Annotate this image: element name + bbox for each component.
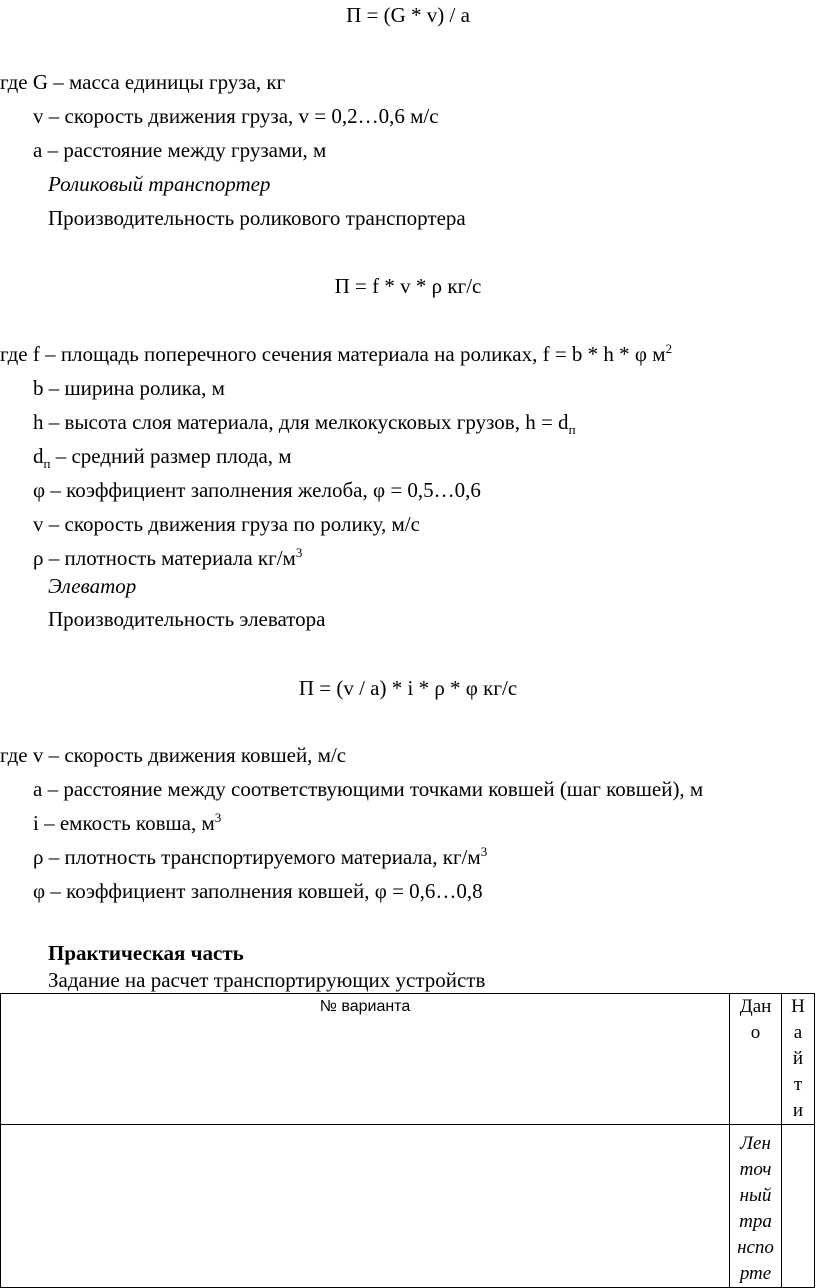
roller-where-rho: ρ – плотность материала $кг/м^3$ bbox=[33, 545, 303, 570]
roller-where-phi: φ – коэффициент заполнения желоба, φ = 0,5…0,6 bbox=[33, 478, 481, 502]
roller-heading: Роликовый транспортер bbox=[48, 172, 271, 196]
table-header-row bbox=[1, 994, 815, 1125]
table-cell-variant bbox=[1, 1125, 730, 1288]
table-cell-find bbox=[782, 1125, 815, 1288]
elevator-where-v: где v – скорость движения ковшей, м/с bbox=[0, 743, 347, 767]
header-nayti: Н а й т и bbox=[782, 994, 815, 1125]
roller-caption: Производительность роликового транспортера bbox=[48, 206, 466, 230]
formula-conveyor: П = (G * v) / a bbox=[346, 3, 470, 27]
where-a: a – расстояние между грузами, м bbox=[33, 138, 327, 162]
elevator-where-phi: φ – коэффициент заполнения ковшей, φ = 0,6…0,8 bbox=[33, 879, 483, 903]
elevator-where-a: a – расстояние между соответствующими точками ковшей (шаг ковшей), м bbox=[33, 777, 704, 801]
formula-roller: П = f * v * ρ кг/с bbox=[334, 274, 482, 298]
variants-table bbox=[0, 993, 815, 1288]
roller-where-d: $d_п$ – средний размер плода, м bbox=[33, 444, 292, 472]
practical-task: Задание на расчет транспортирующих устройств bbox=[48, 968, 486, 992]
where-v: v – скорость движения груза, v = 0,2…0,6 м/с bbox=[33, 104, 439, 128]
practical-title: Практическая часть bbox=[48, 941, 244, 965]
formula-elevator: П = (v / a) * i * ρ * φ кг/с bbox=[298, 676, 518, 700]
elevator-where-rho: ρ – плотность транспортируемого материала, $кг/м^3$ bbox=[33, 844, 488, 869]
roller-where-v: v – скорость движения груза по ролику, м/с bbox=[33, 512, 420, 536]
elevator-heading: Элеватор bbox=[48, 574, 137, 598]
roller-where-f: где f – площадь поперечного сечения материала на роликах, f = b * h * φ $м^2$ bbox=[0, 341, 673, 366]
table-cell-conveyor-type: Лен точ ный тра нспо рте bbox=[730, 1125, 782, 1288]
header-variant: № варианта bbox=[1, 994, 730, 1125]
roller-where-h: h – высота слоя материала, для мелкокусковых грузов, $h = d_п$ bbox=[33, 410, 576, 438]
roller-where-b: b – ширина ролика, м bbox=[33, 376, 225, 400]
elevator-caption: Производительность элеватора bbox=[48, 607, 326, 631]
header-dano: Дан о bbox=[730, 994, 782, 1125]
table-row bbox=[1, 1125, 815, 1288]
elevator-where-i: i – емкость ковша, $м^3$ bbox=[33, 810, 222, 835]
where-G: где G – масса единицы груза, кг bbox=[0, 70, 286, 94]
